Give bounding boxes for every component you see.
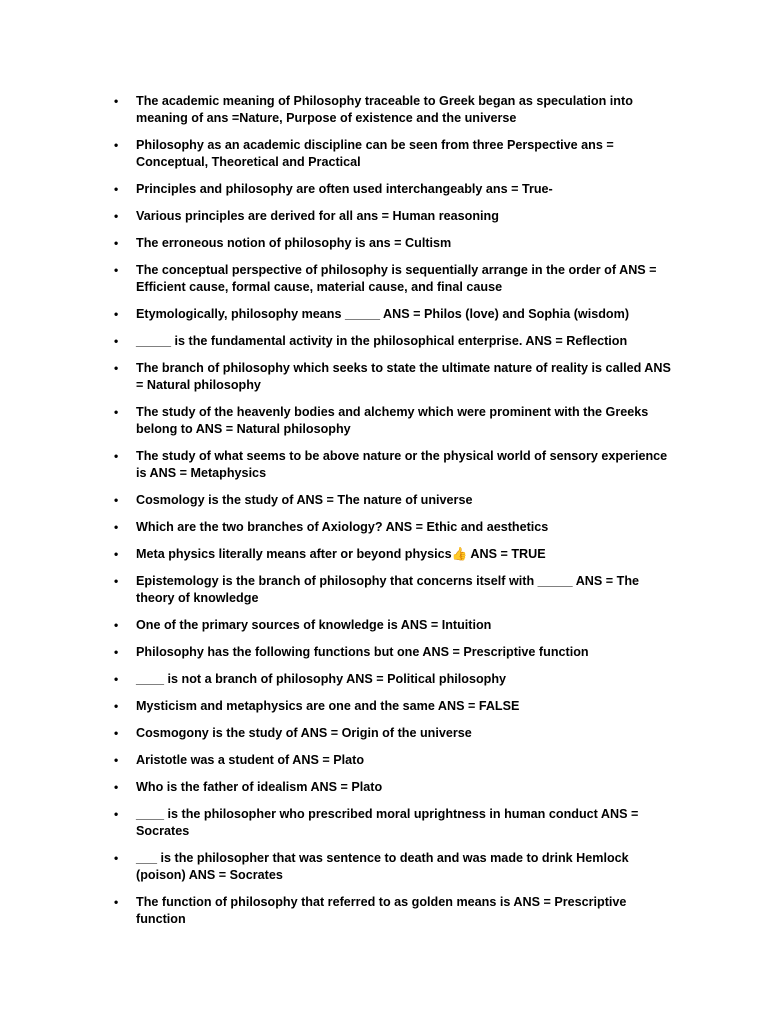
list-item (112, 137, 672, 171)
bullet-icon: • (114, 547, 119, 561)
list-item-text: Who is the father of idealism ANS = Plato (136, 780, 383, 794)
bullet-icon: • (114, 307, 119, 321)
list-item (112, 671, 672, 688)
list-item (112, 93, 672, 127)
list-item-text: ____ is the philosopher who prescribed moral uprightness in human conduct ANS = Socrates (136, 807, 639, 838)
list-item (112, 850, 672, 884)
list-item-text: Principles and philosophy are often used interchangeably ans = True- (136, 182, 553, 196)
list-item-text: Aristotle was a student of ANS = Plato (136, 753, 365, 767)
bullet-icon: • (114, 851, 119, 865)
bullet-icon: • (114, 672, 119, 686)
list-item (112, 806, 672, 840)
list-item (112, 181, 672, 198)
list-item-text: Various principles are derived for all ans = Human reasoning (136, 209, 499, 223)
list-item-text: The study of the heavenly bodies and alchemy which were prominent with the Greeks belong to ANS = Natural philosophy (136, 405, 649, 436)
list-item-text: Meta physics literally means after or beyond physics👍 ANS = TRUE (136, 547, 546, 561)
bullet-icon: • (114, 895, 119, 909)
list-item-text: Philosophy as an academic discipline can be seen from three Perspective ans = Conceptual, Theoretical and Practical (136, 138, 614, 169)
bullet-icon: • (114, 645, 119, 659)
list-item-text: Which are the two branches of Axiology? ANS = Ethic and aesthetics (136, 520, 549, 534)
bullet-icon: • (114, 753, 119, 767)
bullet-icon: • (114, 334, 119, 348)
list-item-text: The academic meaning of Philosophy traceable to Greek began as speculation into meaning of ans =Nature, Purpose of existence and the universe (136, 94, 633, 125)
list-item-text: The branch of philosophy which seeks to state the ultimate nature of reality is called ANS = Natural philosophy (136, 361, 671, 392)
list-item (112, 492, 672, 509)
list-item (112, 573, 672, 607)
list-item (112, 306, 672, 323)
list-item (112, 208, 672, 225)
bullet-icon: • (114, 807, 119, 821)
list-item (112, 752, 672, 769)
list-item (112, 698, 672, 715)
list-item (112, 725, 672, 742)
list-item (112, 546, 672, 563)
list-item (112, 779, 672, 796)
list-item-text: _____ is the fundamental activity in the philosophical enterprise. ANS = Reflection (136, 334, 628, 348)
bullet-icon: • (114, 726, 119, 740)
bullet-icon: • (114, 236, 119, 250)
list-item-text: Cosmogony is the study of ANS = Origin of the universe (136, 726, 472, 740)
list-item (112, 404, 672, 438)
list-item (112, 644, 672, 661)
list-item-text: The function of philosophy that referred to as golden means is ANS = Prescriptive function (136, 895, 627, 926)
bullet-icon: • (114, 699, 119, 713)
bullet-icon: • (114, 493, 119, 507)
list-item-text: ____ is not a branch of philosophy ANS = Political philosophy (136, 672, 507, 686)
list-item (112, 333, 672, 350)
bullet-icon: • (114, 361, 119, 375)
list-item-text: One of the primary sources of knowledge is ANS = Intuition (136, 618, 492, 632)
bullet-icon: • (114, 449, 119, 463)
list-item-text: Philosophy has the following functions but one ANS = Prescriptive function (136, 645, 589, 659)
list-item (112, 235, 672, 252)
list-item (112, 617, 672, 634)
list-item (112, 448, 672, 482)
bullet-icon: • (114, 574, 119, 588)
list-item (112, 894, 672, 928)
list-item-text: Mysticism and metaphysics are one and the same ANS = FALSE (136, 699, 520, 713)
bullet-icon: • (114, 94, 119, 108)
list-item (112, 360, 672, 394)
list-item (112, 519, 672, 536)
qa-bullet-list (112, 93, 672, 938)
list-item-text: Epistemology is the branch of philosophy that concerns itself with _____ ANS = The theory of knowledge (136, 574, 640, 605)
list-item-text: The erroneous notion of philosophy is ans = Cultism (136, 236, 452, 250)
list-item (112, 262, 672, 296)
bullet-icon: • (114, 618, 119, 632)
bullet-icon: • (114, 209, 119, 223)
bullet-icon: • (114, 138, 119, 152)
list-item-text: ___ is the philosopher that was sentence to death and was made to drink Hemlock (poison) ANS = Socrates (136, 851, 629, 882)
list-item-text: The conceptual perspective of philosophy is sequentially arrange in the order of ANS = Efficient cause, formal cause, material cause, and final cause (136, 263, 657, 294)
bullet-icon: • (114, 520, 119, 534)
bullet-icon: • (114, 182, 119, 196)
bullet-icon: • (114, 780, 119, 794)
list-item-text: Cosmology is the study of ANS = The nature of universe (136, 493, 473, 507)
bullet-icon: • (114, 405, 119, 419)
list-item-text: Etymologically, philosophy means _____ ANS = Philos (love) and Sophia (wisdom) (136, 307, 630, 321)
bullet-icon: • (114, 263, 119, 277)
list-item-text: The study of what seems to be above nature or the physical world of sensory experience is ANS = Metaphysics (136, 449, 668, 480)
